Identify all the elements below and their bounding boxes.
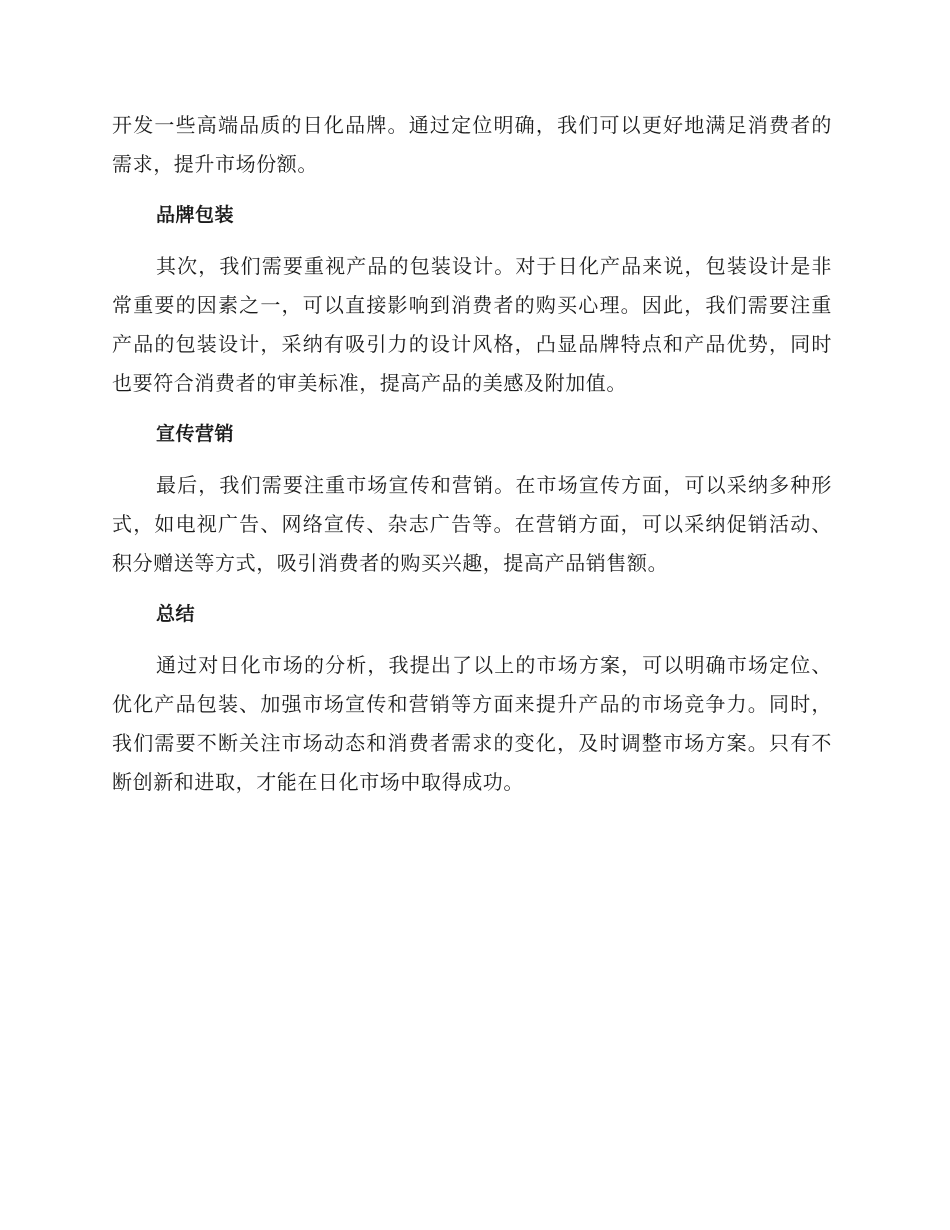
intro-paragraph: 开发一些高端品质的日化品牌。通过定位明确，我们可以更好地满足消费者的需求，提升市场份额。: [112, 113, 832, 176]
section-body-brand-packaging: 其次，我们需要重视产品的包装设计。对于日化产品来说，包装设计是非常重要的因素之一，可以直接影响到消费者的购买心理。因此，我们需要注重产品的包装设计，采纳有吸引力的设计风格，凸显品牌特点和产品优势，同时也要符合消费者的审美标准，提高产品的美感及附加值。: [112, 254, 832, 395]
document-page: [112, 106, 832, 802]
section-body-marketing: 最后，我们需要注重市场宣传和营销。在市场宣传方面，可以采纳多种形式，如电视广告、网络宣传、杂志广告等。在营销方面，可以采纳促销活动、积分赠送等方式，吸引消费者的购买兴趣，提高产品销售额。: [112, 473, 832, 575]
section-heading-summary: 总结: [156, 603, 196, 625]
section-body-summary: 通过对日化市场的分析，我提出了以上的市场方案，可以明确市场定位、优化产品包装、加强市场宣传和营销等方面来提升产品的市场竞争力。同时，我们需要不断关注市场动态和消费者需求的变化，及时调整市场方案。只有不断创新和进取，才能在日化市场中取得成功。: [112, 653, 832, 794]
section-heading-brand-packaging: 品牌包装: [156, 204, 235, 226]
section-heading-marketing: 宣传营销: [156, 423, 235, 445]
